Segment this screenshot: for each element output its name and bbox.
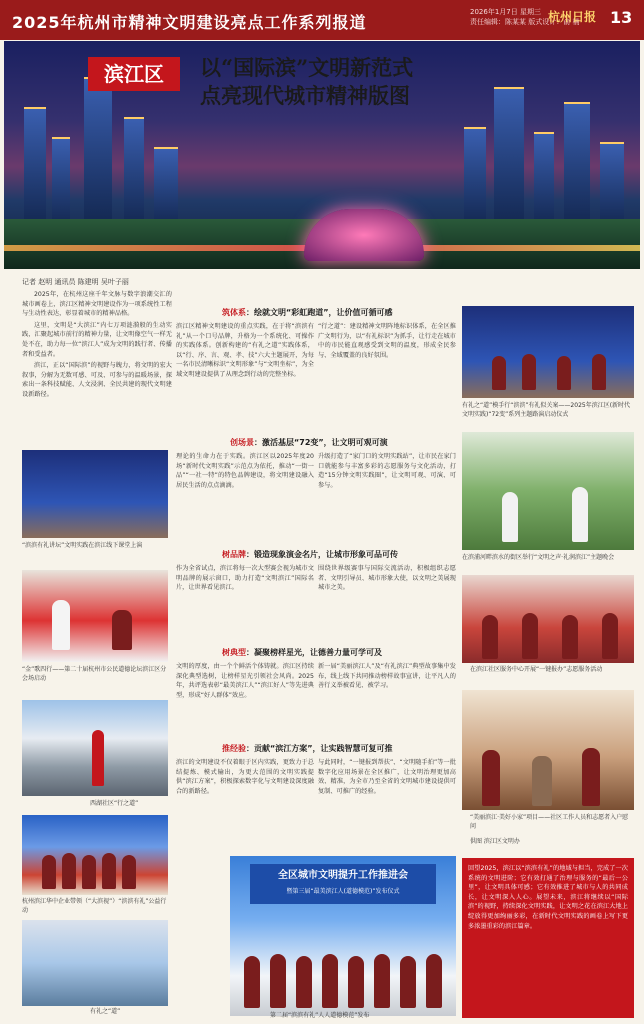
section-key: 树品牌	[222, 550, 246, 559]
caption-launch: 有礼之“道”模手行“滨滨”有礼似关案——2025年滨江区(新时代文明实践)“72变”系列主题路演启动仪式	[462, 402, 631, 418]
headline-line-2: 点亮现代城市精神版图	[200, 83, 410, 108]
section-title: ：激活基层“72变”，让文明可观可演	[254, 438, 388, 447]
section-heading-2	[230, 437, 460, 450]
section-key: 推经验	[222, 744, 246, 753]
issue-editors: 责任编辑：陈某某 版式设计：俞 楠	[470, 18, 580, 26]
photo-riverside	[462, 432, 634, 550]
section-4-text-b: 新一届“美丽滨江人”及“有礼滨江”典型故事集中发布，线上线下共同推动榜样故事宣讲，让平凡人的善行义举被看见、被学习。	[318, 663, 456, 690]
district-tag: 滨江区	[88, 57, 180, 91]
section-1-text-b: “行之道”：建设精神文明阵地标识体系，在全区推广文明行为，以“有礼标识”为抓手，让行走在城市中的市民能直观感受到文明的温度，形成全民参与、全域覆盖的良好氛围。	[318, 323, 456, 359]
section-5-text-a: 滨江的文明建设不仅着眼于区内实践，更致力于总结提炼、模式输出，为更大范围的文明实践提供“滨江方案”，积极探索数字化与文明建设深度融合的新路径。	[176, 759, 314, 795]
section-title: ：绘就文明“彩虹跑道”，让价值可循可感	[246, 308, 393, 317]
caption-visit: “美丽滨江·美好小家”项目——社区工作人员和志愿者入户慰问	[470, 814, 629, 830]
ceremony-screen-subtitle: 暨第三届“最美滨江人(道德模范)”发布仪式	[286, 888, 400, 895]
caption-street: 西湖社区“行之道”	[90, 800, 139, 807]
main-headline	[200, 54, 413, 110]
photo-credit: 供图 滨江区文明办	[470, 838, 520, 845]
section-key: 树典型	[222, 648, 246, 657]
intro-paragraph: 滨江，正以“国际滨”的视野与魄力，将文明的宏大叙事，分解为无数可感、可及、可参与的温暖场景，探索出一条科技赋能、人文浸润、全民共建的现代文明建设新路径。	[22, 362, 172, 398]
caption-riverside: 在滨浦河畔滨水的街区举行“文明之声·礼润滨江”主题晚会	[462, 554, 615, 561]
photo-group	[22, 815, 168, 895]
section-4-text-a: 文明的厚度，由一个个鲜活个体铸就。滨江区持续深化典型选树，让榜样星光引领社会风尚。2025年，共评选表彰“最美滨江人”“滨江好人”等先进典型，形成“好人群体”效应。	[176, 663, 314, 699]
photo-hall	[22, 920, 168, 1006]
ceremony-screen-title: 全区城市文明提升工作推进会	[278, 870, 408, 881]
series-title: 2025年杭州市精神文明建设亮点工作系列报道	[12, 13, 367, 32]
section-heading-3	[222, 549, 458, 562]
caption-forum: “金”歌四行——第二十届杭州市公民道德论坛滨江区分会场启动	[22, 666, 167, 682]
caption-lecture: “滨滨有礼讲坛”文明实践在滨江线下课堂上演	[22, 542, 143, 549]
ceremony-screen	[250, 864, 436, 904]
section-1-text-a: 滨江区精神文明建设的重点实践，在于将“滨滨有礼”从一个口号品牌，升格为一个系统化、可操作的实践体系。创新构建的“有礼之道”实践体系，以“行、序、言、观、孝、技”六大主题展开，为每一名市民清晰标识“文明形象”与“文明坐标”，为全域文明建设提供了从理念到行动的完整坐标。	[176, 323, 314, 378]
section-2-text-a: 理论的生命力在于实践。滨江区以2025年度20场“新时代文明实践”示范点为依托，推动“一街一品”“一社一特”的特色品牌建设，将文明建设融入居民生活的点点滴滴。	[176, 453, 314, 489]
section-heading-4	[222, 647, 458, 660]
caption-group: 杭州滨江华中企业带领（“大滨视”）“滨滨有礼”公益行动	[22, 898, 167, 914]
section-title: ：贡献“滨江方案”，让实践智慧可复可推	[246, 744, 393, 753]
page-banner	[0, 0, 644, 40]
section-key: 筑体系	[222, 308, 246, 317]
section-5-text-b: 与此同时，“一键报到帮扶”、“文明随手拍”等一批数字化应用场景在全区推广，让文明治理更加高效、精准，为全市乃至全省的文明城市建设提供可复制、可推广的经验。	[318, 759, 456, 795]
section-title: ：锻造现象演金名片，让城市形象可品可传	[246, 550, 398, 559]
byline: 记者 赵明 通讯员 陈建明 吴叶子丽	[22, 278, 129, 286]
intro-paragraph: 2025年，在杭州这座千年文脉与数字浪潮交汇的城市画卷上，滨江区精神文明建设作为一项系统性工程与生动性表达，彰显着城市的精神品格。	[22, 291, 172, 318]
photo-visit	[462, 690, 634, 810]
intro-paragraph: 这里，文明是“大滨江”内七万项涟漪般的生动实践，汇聚起城市前行的精神力量，让文明像空气一样无处不在，助力每一位“滨江人”成为文明的践行者、传播者和受益者。	[22, 321, 172, 358]
photo-forum	[22, 570, 168, 662]
intro-text	[22, 290, 172, 442]
section-key: 创场景	[230, 438, 254, 447]
caption-hall: 有礼之“道”	[90, 1008, 121, 1015]
section-3-text-b: 围绕世界级赛事与国际交流活动，积极组织志愿者、文明引导员、城市形象大使，以文明之美展现城市之美。	[318, 565, 456, 592]
photo-service	[462, 575, 634, 663]
section-title: ：凝聚榜样星光，让德善力量可学可及	[246, 648, 382, 657]
caption-service: 在滨江社区服务中心开展“一键报办”志愿服务活动	[470, 666, 603, 673]
headline-line-1: 以“国际滨”文明新范式	[200, 55, 414, 80]
section-heading-1	[222, 307, 458, 320]
issue-date: 2026年1月7日 星期三	[470, 8, 541, 16]
photo-release-ceremony	[230, 856, 456, 1016]
photo-street	[22, 700, 168, 796]
newspaper-logo: 杭州日报	[548, 10, 597, 24]
section-2-text-b: 升级打造了“家门口的文明实践站”，让市民在家门口就能参与丰富多彩的志愿服务与文化活动，打造“15分钟文明实践圈”，让文明可观、可演、可参与。	[318, 453, 456, 489]
photo-launch	[462, 306, 634, 398]
stadium-dome	[304, 209, 424, 261]
caption-ceremony: 第二届“滨滨有礼”人人道德模范”发布	[270, 1012, 370, 1019]
closing-summary-box: 回望2025，滨江以“滨滨有礼”的地域与担当，完成了一次系统的文明进阶；它有效打通了治理与服务的“最后一公里”，让文明具体可感；它有效推进了城市与人的共同成长，让文明深入人心。展望未来，滨江将继续以“国际滨”的视野，持续深化文明实践，让文明之花在滨江大地上绽放得更加绚丽多彩，在新时代文明实践的画卷上写下更多浓墨重彩的滨江篇章。	[462, 858, 634, 1018]
section-heading-5	[222, 743, 458, 756]
photo-lecture	[22, 450, 168, 538]
page-number: 13	[610, 8, 633, 27]
section-3-text-a: 作为全省试点，滨江将每一次大型赛会视为城市文明品牌的展示窗口，助力打造“文明滨江”国际名片，让世界看见滨江。	[176, 565, 314, 592]
